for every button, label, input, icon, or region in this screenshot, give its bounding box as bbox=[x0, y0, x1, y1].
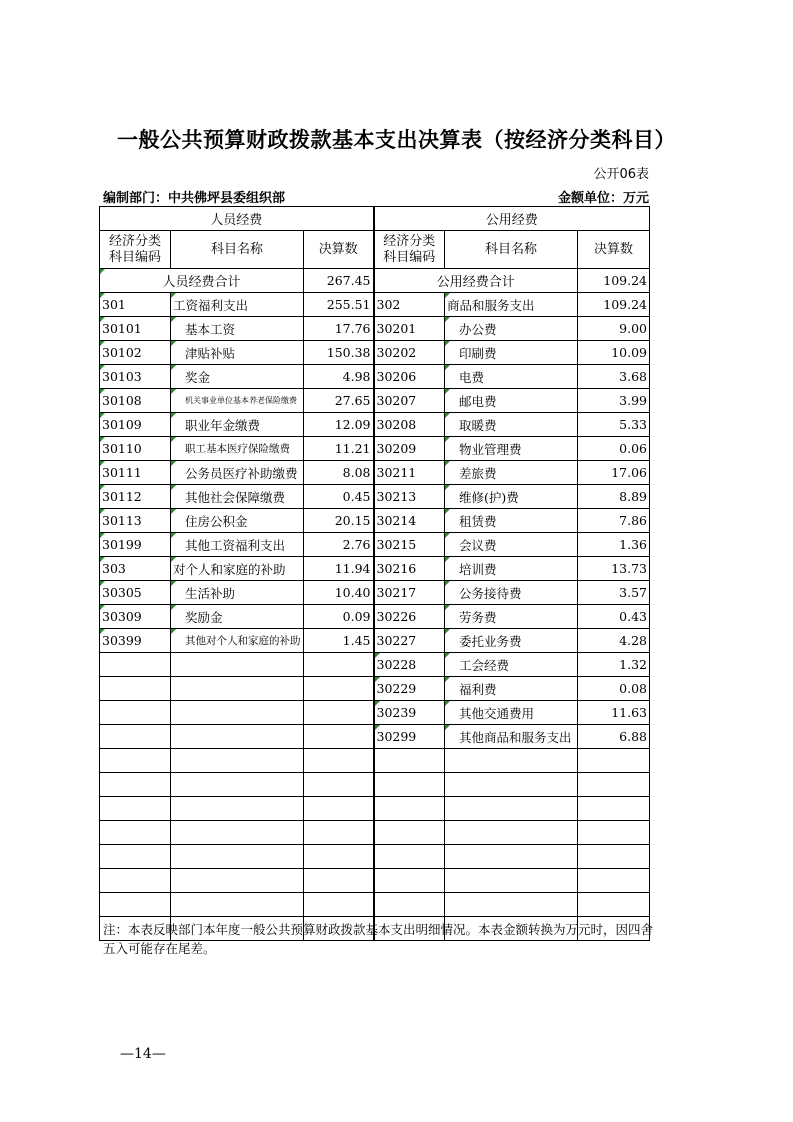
table-row bbox=[100, 293, 650, 317]
right-name-cell: 差旅费 bbox=[445, 461, 578, 485]
left-amount-cell bbox=[304, 869, 374, 893]
left-amount-cell bbox=[304, 797, 374, 821]
right-amount-cell: 0.06 bbox=[578, 437, 650, 461]
left-name-cell: 职业年金缴费 bbox=[171, 413, 304, 437]
right-code-cell: 30228 bbox=[374, 653, 445, 677]
table-row bbox=[100, 413, 650, 437]
left-name-cell bbox=[171, 845, 304, 869]
left-name-cell: 对个人和家庭的补助 bbox=[171, 557, 304, 581]
amount-unit-label: 金额单位：万元 bbox=[557, 191, 649, 206]
right-name-cell: 商品和服务支出 bbox=[445, 293, 578, 317]
left-amount-cell: 0.45 bbox=[304, 485, 374, 509]
left-name-cell bbox=[171, 797, 304, 821]
col-header-amount: 决算数 bbox=[304, 231, 374, 269]
right-name-cell bbox=[445, 821, 578, 845]
right-code-cell: 30227 bbox=[374, 629, 445, 653]
public-total-value: 109.24 bbox=[578, 269, 650, 293]
left-code-cell bbox=[100, 677, 171, 701]
right-amount-cell: 0.43 bbox=[578, 605, 650, 629]
table-row bbox=[100, 725, 650, 749]
table-row bbox=[100, 533, 650, 557]
left-name-cell bbox=[171, 653, 304, 677]
left-name-cell: 生活补助 bbox=[171, 581, 304, 605]
table-row bbox=[100, 773, 650, 797]
left-name-cell: 其他对个人和家庭的补助 bbox=[171, 629, 304, 653]
right-name-cell: 工会经费 bbox=[445, 653, 578, 677]
right-code-cell: 30216 bbox=[374, 557, 445, 581]
col-header-code: 经济分类 科目编码 bbox=[374, 231, 445, 269]
right-name-cell: 福利费 bbox=[445, 677, 578, 701]
right-amount-cell: 13.73 bbox=[578, 557, 650, 581]
table-row bbox=[100, 461, 650, 485]
right-code-cell bbox=[374, 797, 445, 821]
left-code-cell bbox=[100, 725, 171, 749]
table-row bbox=[100, 845, 650, 869]
right-name-cell bbox=[445, 893, 578, 917]
left-amount-cell: 1.45 bbox=[304, 629, 374, 653]
right-name-cell: 培训费 bbox=[445, 557, 578, 581]
left-name-cell: 其他社会保障缴费 bbox=[171, 485, 304, 509]
left-name-cell bbox=[171, 773, 304, 797]
left-code-cell bbox=[100, 845, 171, 869]
page-number: —14— bbox=[120, 1046, 166, 1062]
right-code-cell bbox=[374, 821, 445, 845]
right-code-cell: 30217 bbox=[374, 581, 445, 605]
table-row bbox=[100, 749, 650, 773]
left-code-cell bbox=[100, 821, 171, 845]
right-name-cell: 劳务费 bbox=[445, 605, 578, 629]
left-code-cell bbox=[100, 773, 171, 797]
left-amount-cell: 11.94 bbox=[304, 557, 374, 581]
right-code-cell: 30209 bbox=[374, 437, 445, 461]
left-amount-cell bbox=[304, 773, 374, 797]
personnel-total-label: 人员经费合计 bbox=[100, 269, 304, 293]
left-name-cell: 其他工资福利支出 bbox=[171, 533, 304, 557]
left-code-cell bbox=[100, 893, 171, 917]
table-row bbox=[100, 557, 650, 581]
table-row bbox=[100, 869, 650, 893]
left-amount-cell: 255.51 bbox=[304, 293, 374, 317]
right-code-cell bbox=[374, 869, 445, 893]
right-code-cell: 30211 bbox=[374, 461, 445, 485]
right-name-cell: 取暖费 bbox=[445, 413, 578, 437]
right-amount-cell: 8.89 bbox=[578, 485, 650, 509]
left-code-cell: 30110 bbox=[100, 437, 171, 461]
right-name-cell: 印刷费 bbox=[445, 341, 578, 365]
right-name-cell bbox=[445, 869, 578, 893]
left-code-cell: 30199 bbox=[100, 533, 171, 557]
left-amount-cell bbox=[304, 893, 374, 917]
table-row bbox=[100, 389, 650, 413]
right-code-cell bbox=[374, 845, 445, 869]
right-amount-cell: 3.99 bbox=[578, 389, 650, 413]
right-code-cell: 30229 bbox=[374, 677, 445, 701]
left-amount-cell bbox=[304, 845, 374, 869]
left-amount-cell bbox=[304, 677, 374, 701]
left-code-cell: 303 bbox=[100, 557, 171, 581]
left-code-cell bbox=[100, 653, 171, 677]
left-code-cell: 30111 bbox=[100, 461, 171, 485]
left-amount-cell: 10.40 bbox=[304, 581, 374, 605]
table-row bbox=[100, 485, 650, 509]
right-amount-cell: 7.86 bbox=[578, 509, 650, 533]
left-amount-cell bbox=[304, 701, 374, 725]
table-row bbox=[100, 629, 650, 653]
right-name-cell: 邮电费 bbox=[445, 389, 578, 413]
right-code-cell: 30201 bbox=[374, 317, 445, 341]
right-amount-cell: 6.88 bbox=[578, 725, 650, 749]
left-code-cell bbox=[100, 869, 171, 893]
table-row bbox=[100, 797, 650, 821]
table-row bbox=[100, 437, 650, 461]
right-code-cell: 30202 bbox=[374, 341, 445, 365]
left-code-cell: 30108 bbox=[100, 389, 171, 413]
left-name-cell bbox=[171, 869, 304, 893]
right-name-cell: 其他交通费用 bbox=[445, 701, 578, 725]
col-header-name: 科目名称 bbox=[171, 231, 304, 269]
right-amount-cell bbox=[578, 869, 650, 893]
right-amount-cell: 4.28 bbox=[578, 629, 650, 653]
expenditure-table bbox=[99, 206, 650, 941]
right-code-cell bbox=[374, 749, 445, 773]
right-amount-cell: 9.00 bbox=[578, 317, 650, 341]
left-amount-cell: 2.76 bbox=[304, 533, 374, 557]
left-amount-cell: 8.08 bbox=[304, 461, 374, 485]
left-amount-cell: 4.98 bbox=[304, 365, 374, 389]
table-row bbox=[100, 821, 650, 845]
right-name-cell: 租赁费 bbox=[445, 509, 578, 533]
left-code-cell: 301 bbox=[100, 293, 171, 317]
left-amount-cell bbox=[304, 821, 374, 845]
left-name-cell: 奖励金 bbox=[171, 605, 304, 629]
personnel-header: 人员经费 bbox=[100, 207, 374, 231]
right-code-cell: 30206 bbox=[374, 365, 445, 389]
left-amount-cell: 20.15 bbox=[304, 509, 374, 533]
left-name-cell bbox=[171, 749, 304, 773]
right-amount-cell: 0.08 bbox=[578, 677, 650, 701]
table-row bbox=[100, 677, 650, 701]
table-row bbox=[100, 341, 650, 365]
public-total-label: 公用经费合计 bbox=[374, 269, 578, 293]
col-header-name: 科目名称 bbox=[445, 231, 578, 269]
right-name-cell: 委托业务费 bbox=[445, 629, 578, 653]
right-name-cell: 会议费 bbox=[445, 533, 578, 557]
right-amount-cell: 109.24 bbox=[578, 293, 650, 317]
table-row bbox=[100, 509, 650, 533]
right-amount-cell: 10.09 bbox=[578, 341, 650, 365]
left-name-cell: 奖金 bbox=[171, 365, 304, 389]
right-name-cell bbox=[445, 845, 578, 869]
right-code-cell: 30214 bbox=[374, 509, 445, 533]
right-amount-cell bbox=[578, 797, 650, 821]
right-code-cell: 30213 bbox=[374, 485, 445, 509]
right-amount-cell: 3.68 bbox=[578, 365, 650, 389]
left-name-cell: 津贴补贴 bbox=[171, 341, 304, 365]
left-name-cell bbox=[171, 821, 304, 845]
col-header-amount: 决算数 bbox=[578, 231, 650, 269]
right-name-cell: 办公费 bbox=[445, 317, 578, 341]
right-code-cell bbox=[374, 893, 445, 917]
left-amount-cell: 17.76 bbox=[304, 317, 374, 341]
left-code-cell: 30109 bbox=[100, 413, 171, 437]
left-amount-cell: 150.38 bbox=[304, 341, 374, 365]
left-amount-cell bbox=[304, 725, 374, 749]
left-code-cell bbox=[100, 701, 171, 725]
right-code-cell: 302 bbox=[374, 293, 445, 317]
right-name-cell bbox=[445, 749, 578, 773]
left-name-cell bbox=[171, 701, 304, 725]
table-row bbox=[100, 317, 650, 341]
right-amount-cell: 5.33 bbox=[578, 413, 650, 437]
left-name-cell: 机关事业单位基本养老保险缴费 bbox=[171, 389, 304, 413]
left-code-cell: 30102 bbox=[100, 341, 171, 365]
left-code-cell: 30113 bbox=[100, 509, 171, 533]
personnel-total-value: 267.45 bbox=[304, 269, 374, 293]
right-amount-cell: 3.57 bbox=[578, 581, 650, 605]
right-name-cell: 公务接待费 bbox=[445, 581, 578, 605]
right-amount-cell bbox=[578, 821, 650, 845]
left-amount-cell bbox=[304, 749, 374, 773]
left-name-cell bbox=[171, 893, 304, 917]
right-code-cell bbox=[374, 773, 445, 797]
left-name-cell: 基本工资 bbox=[171, 317, 304, 341]
left-amount-cell bbox=[304, 653, 374, 677]
left-code-cell: 30399 bbox=[100, 629, 171, 653]
left-amount-cell: 27.65 bbox=[304, 389, 374, 413]
form-code: 公开06表 bbox=[593, 167, 649, 182]
right-amount-cell bbox=[578, 773, 650, 797]
left-name-cell: 职工基本医疗保险缴费 bbox=[171, 437, 304, 461]
left-code-cell bbox=[100, 797, 171, 821]
right-code-cell: 30208 bbox=[374, 413, 445, 437]
table-row bbox=[100, 605, 650, 629]
right-name-cell: 其他商品和服务支出 bbox=[445, 725, 578, 749]
right-code-cell: 30226 bbox=[374, 605, 445, 629]
right-amount-cell bbox=[578, 845, 650, 869]
left-code-cell: 30103 bbox=[100, 365, 171, 389]
left-amount-cell: 11.21 bbox=[304, 437, 374, 461]
right-code-cell: 30207 bbox=[374, 389, 445, 413]
left-name-cell bbox=[171, 725, 304, 749]
public-header: 公用经费 bbox=[374, 207, 650, 231]
left-amount-cell: 0.09 bbox=[304, 605, 374, 629]
right-name-cell bbox=[445, 773, 578, 797]
right-amount-cell bbox=[578, 893, 650, 917]
left-name-cell: 工资福利支出 bbox=[171, 293, 304, 317]
table-row bbox=[100, 701, 650, 725]
right-code-cell: 30215 bbox=[374, 533, 445, 557]
footnote: 注：本表反映部门本年度一般公共预算财政拨款基本支出明细情况。本表金额转换为万元时，因四舍五入可能存在尾差。 bbox=[103, 922, 654, 956]
right-name-cell bbox=[445, 797, 578, 821]
table-row bbox=[100, 365, 650, 389]
left-code-cell: 30305 bbox=[100, 581, 171, 605]
left-name-cell: 住房公积金 bbox=[171, 509, 304, 533]
right-code-cell: 30239 bbox=[374, 701, 445, 725]
page-title: 一般公共预算财政拨款基本支出决算表（按经济分类科目） bbox=[117, 128, 676, 152]
col-header-code: 经济分类 科目编码 bbox=[100, 231, 171, 269]
left-code-cell: 30309 bbox=[100, 605, 171, 629]
right-amount-cell bbox=[578, 749, 650, 773]
left-name-cell bbox=[171, 677, 304, 701]
department-label: 编制部门：中共佛坪县委组织部 bbox=[103, 191, 286, 206]
left-code-cell: 30112 bbox=[100, 485, 171, 509]
left-name-cell: 公务员医疗补助缴费 bbox=[171, 461, 304, 485]
right-amount-cell: 17.06 bbox=[578, 461, 650, 485]
right-amount-cell: 1.32 bbox=[578, 653, 650, 677]
left-code-cell bbox=[100, 749, 171, 773]
table-row bbox=[100, 581, 650, 605]
right-name-cell: 电费 bbox=[445, 365, 578, 389]
right-code-cell: 30299 bbox=[374, 725, 445, 749]
table-row bbox=[100, 893, 650, 917]
right-amount-cell: 11.63 bbox=[578, 701, 650, 725]
right-name-cell: 物业管理费 bbox=[445, 437, 578, 461]
right-amount-cell: 1.36 bbox=[578, 533, 650, 557]
left-amount-cell: 12.09 bbox=[304, 413, 374, 437]
table-row bbox=[100, 653, 650, 677]
left-code-cell: 30101 bbox=[100, 317, 171, 341]
right-name-cell: 维修(护)费 bbox=[445, 485, 578, 509]
